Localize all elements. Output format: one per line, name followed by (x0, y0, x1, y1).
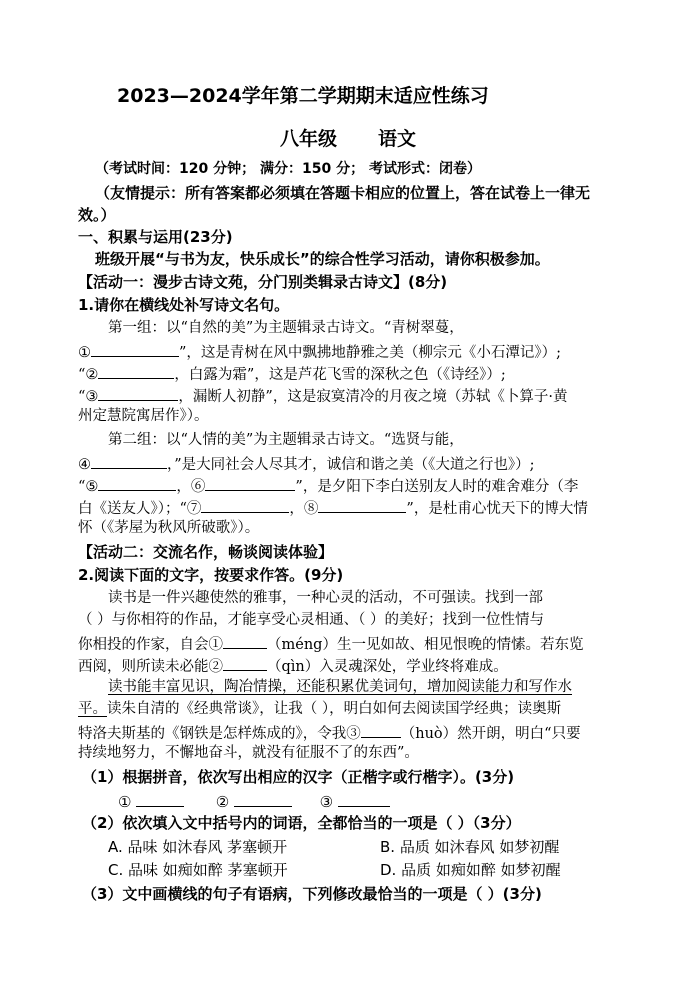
option-d[interactable] (380, 860, 561, 880)
blank-label-7: 白《送友人》）；“⑦ (78, 501, 202, 517)
group2-line-d-text: ”，是杜甫心忧天下的博大情 (406, 501, 588, 517)
option-text: 品质 如沐春风 如梦初醒 (399, 838, 560, 856)
section-intro: 班级开展“与书为友，快乐成长”的综合性学习活动，请你积极参加。 (95, 250, 550, 268)
exam-info: （考试时间：120 分钟； 满分：150 分； 考试形式：闭卷） (95, 161, 481, 177)
sub1-blank-3[interactable] (338, 790, 390, 807)
answer-blank-6[interactable] (205, 474, 295, 491)
group2-line-b-text: ，”是大同社会人尽其才，诚信和谐之美（《大道之行也》）; (167, 457, 535, 473)
answer-blank-5[interactable] (98, 474, 176, 491)
answer-blank-2[interactable] (98, 362, 174, 379)
blank-label-3: “③ (78, 389, 99, 405)
sub1-answer-row (118, 790, 390, 812)
passage-p1-line-c (78, 632, 583, 655)
passage-text: （qìn）入灵魂深处，学业终将难成。 (267, 659, 508, 675)
group1-line-c (78, 362, 506, 385)
answer-blank-3[interactable] (98, 384, 178, 401)
blank-label-1: ① (78, 345, 91, 361)
option-text: 品质 如痴如醉 如梦初醒 (401, 861, 561, 879)
group2-line-d (78, 496, 588, 519)
group1-line-b-text: ”，这是青树在风中飘拂地静雅之美（柳宗元《小石潭记》）; (179, 345, 562, 361)
passage-text: 西阅，则所读未必能② (78, 659, 223, 675)
answer-blank-4[interactable] (91, 452, 167, 469)
option-letter: D. (380, 861, 397, 879)
group2-line-a: 第二组：以“人情的美”为主题辑录古诗文。“选贤与能， (108, 432, 464, 448)
sub-question-2: （2）依次填入文中括号内的词语，全都恰当的一项是（ ）（3分） (82, 814, 521, 832)
option-a[interactable] (108, 837, 287, 857)
underlined-sentence-line-a: 读书能丰富见识，陶冶情操，还能积累优美词句，增加阅读能力和写作水 (108, 679, 572, 695)
passage-p2-line-d: 持续地努力，不懈地奋斗，就没有征服不了的东西”。 (78, 745, 419, 761)
group2-line-b (78, 452, 535, 475)
question-2: 2.阅读下面的文字，按要求作答。(9分) (78, 566, 344, 584)
group2-line-c-text: ”，是夕阳下李白送别友人时的难舍难分（李 (295, 479, 579, 495)
blank-label-5: “⑤ (78, 479, 99, 495)
option-letter: A. (108, 838, 123, 856)
notice-line-1: （友情提示：所有答案都必须填在答题卡相应的位置上，答在试卷上一律无 (95, 184, 591, 202)
blank-label-6: ，⑥ (176, 479, 206, 495)
option-c[interactable] (108, 860, 288, 880)
sub1-label-3: ③ (319, 793, 334, 811)
passage-text: 特洛夫斯基的《钢铁是怎样炼成的》，令我③ (78, 726, 361, 742)
sub1-blank-1[interactable] (136, 790, 184, 807)
underlined-sentence-line-b: 平。 (78, 701, 107, 717)
sub1-label-2: ② (215, 793, 230, 811)
sub-question-1: （1）根据拼音，依次写出相应的汉字（正楷字或行楷字）。(3分) (82, 768, 515, 786)
passage-p1-line-a: 读书是一件兴趣使然的雅事，一种心灵的活动，不可强读。找到一部 (108, 590, 543, 606)
section-heading: 一、积累与运用(23分) (78, 228, 233, 246)
group1-line-d-text: ，漏断人初静”，这是寂寞清冷的月夜之境（苏轼《卜算子·黄 (178, 389, 568, 405)
activity-1-heading: 【活动一：漫步古诗文苑，分门别类辑录古诗文】(8分) (78, 273, 448, 291)
question-1: 1.请你在横线处补写诗文名句。 (78, 296, 290, 314)
group1-line-a: 第一组：以“自然的美”为主题辑录古诗文。“青树翠蔓， (108, 320, 464, 336)
passage-text: （méng）生一见如故、相见恨晚的情愫。若东览 (267, 637, 584, 653)
group1-line-d (78, 384, 567, 407)
blank-label-8: ，⑧ (289, 501, 319, 517)
sub-question-3: （3）文中画横线的句子有语病，下列修改最恰当的一项是（ ）(3分) (82, 885, 542, 903)
answer-blank-7[interactable] (201, 496, 289, 513)
group1-line-e: 州定慧院寓居作》）。 (78, 408, 209, 424)
grade-label: 八年级 (280, 128, 338, 150)
passage-p1-line-b: （ ）与你相符的作品，才能享受心灵相通、（ ）的美好；找到一位性情与 (78, 612, 544, 628)
sub1-label-1: ① (118, 793, 132, 811)
answer-blank-1[interactable] (91, 340, 179, 357)
passage-p2-line-c (78, 721, 581, 744)
blank-label-4: ④ (78, 457, 91, 473)
passage-text: （huò）然开朗，明白“只要 (400, 726, 581, 742)
option-text: 品味 如痴如醉 茅塞顿开 (128, 861, 288, 879)
subject-label: 语文 (378, 128, 417, 150)
pinyin-blank-2[interactable] (223, 654, 267, 671)
group1-line-b (78, 340, 561, 363)
option-text: 品味 如沐春风 茅塞顿开 (127, 838, 288, 856)
option-letter: B. (380, 838, 396, 856)
pinyin-blank-3[interactable] (361, 721, 401, 738)
passage-p2-line-b (78, 699, 561, 719)
notice-line-2: 效。） (78, 206, 116, 224)
answer-blank-8[interactable] (318, 496, 406, 513)
group2-line-c (78, 474, 578, 497)
exam-title: 2023—2024学年第二学期期末适应性练习 (117, 85, 489, 107)
group1-line-c-text: ，白露为霜”，这是芦花飞雪的深秋之色（《诗经》）; (174, 367, 506, 383)
passage-p1-line-d (78, 654, 508, 677)
pinyin-blank-1[interactable] (223, 632, 267, 649)
group2-line-e: 怀（《茅屋为秋风所破歌》）。 (78, 520, 260, 536)
option-letter: C. (108, 861, 124, 879)
option-b[interactable] (380, 837, 559, 857)
passage-text: 你相投的作家，自会① (78, 637, 223, 653)
blank-label-2: “② (78, 367, 99, 383)
sub1-blank-2[interactable] (234, 790, 292, 807)
passage-text: 读朱自清的《经典常谈》，让我（ ），明白如何去阅读国学经典；读奥斯 (107, 701, 562, 717)
activity-2-heading: 【活动二：交流名作，畅谈阅读体验】 (78, 543, 334, 561)
